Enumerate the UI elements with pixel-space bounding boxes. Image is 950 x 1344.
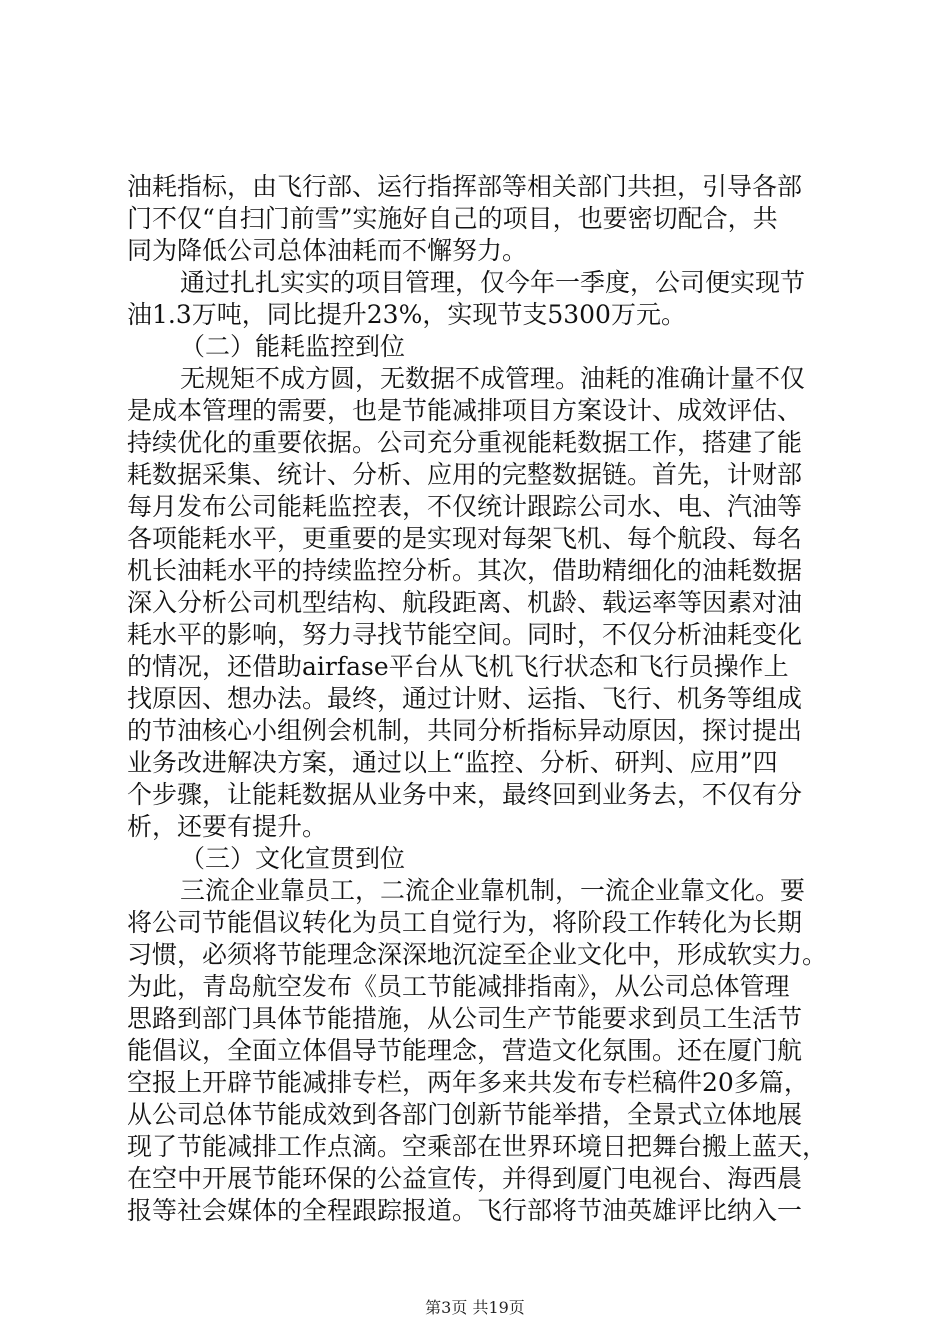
body-line: 耗数据采集、统计、分析、应用的完整数据链。首先，计财部 — [127, 460, 803, 489]
body-line: 油1.3万吨，同比提升23%，实现节支5300万元。 — [127, 300, 686, 329]
body-line: 找原因、想办法。最终，通过计财、运指、飞行、机务等组成 — [127, 684, 803, 713]
paragraph-first-line: 通过扎扎实实的项目管理，仅今年一季度，公司便实现节 — [180, 268, 806, 297]
body-line: 门不仅“自扫门前雪”实施好自己的项目，也要密切配合，共 — [127, 204, 778, 233]
body-line: 是成本管理的需要，也是节能减排项目方案设计、成效评估、 — [127, 396, 803, 425]
body-line: 现了节能减排工作点滴。空乘部在世界环境日把舞台搬上蓝天， — [127, 1132, 828, 1161]
body-line: 个步骤，让能耗数据从业务中来，最终回到业务去，不仅有分 — [127, 780, 803, 809]
page-footer — [0, 1298, 950, 1318]
body-line: 业务改进解决方案，通过以上“监控、分析、研判、应用”四 — [127, 748, 778, 777]
body-line: 能倡议，全面立体倡导节能理念，营造文化氛围。还在厦门航 — [127, 1036, 803, 1065]
body-line: 耗水平的影响，努力寻找节能空间。同时，不仅分析油耗变化 — [127, 620, 803, 649]
body-line: 在空中开展节能环保的公益宣传，并得到厦门电视台、海西晨 — [127, 1164, 803, 1193]
body-line: 的节油核心小组例会机制，共同分析指标异动原因，探讨提出 — [127, 716, 803, 745]
body-line: 油耗指标，由飞行部、运行指挥部等相关部门共担，引导各部 — [127, 172, 803, 201]
body-line: 报等社会媒体的全程跟踪报道。飞行部将节油英雄评比纳入一 — [127, 1196, 803, 1225]
body-line: 空报上开辟节能减排专栏，两年多来共发布专栏稿件20多篇， — [127, 1068, 809, 1097]
body-line: 的情况，还借助airfase平台从飞机飞行状态和飞行员操作上 — [127, 652, 789, 681]
body-line: 持续优化的重要依据。公司充分重视能耗数据工作，搭建了能 — [127, 428, 803, 457]
body-line: 将公司节能倡议转化为员工自觉行为，将阶段工作转化为长期 — [127, 908, 803, 937]
body-line: 深入分析公司机型结构、航段距离、机龄、载运率等因素对油 — [127, 588, 803, 617]
section-heading: （三）文化宣贯到位 — [180, 844, 406, 873]
body-line: 从公司总体节能成效到各部门创新节能举措，全景式立体地展 — [127, 1100, 803, 1129]
body-line: 同为降低公司总体油耗而不懈努力。 — [127, 236, 528, 265]
section-heading: （二）能耗监控到位 — [180, 332, 406, 361]
paragraph-first-line: 三流企业靠员工，二流企业靠机制，一流企业靠文化。要 — [180, 876, 806, 905]
document-body — [127, 171, 833, 1227]
paragraph-first-line: 无规矩不成方圆，无数据不成管理。油耗的准确计量不仅 — [180, 364, 806, 393]
page-number-label: 第3页 共19页 — [425, 1298, 525, 1317]
body-line: 为此，青岛航空发布《员工节能减排指南》，从公司总体管理 — [127, 972, 790, 1001]
body-line: 机长油耗水平的持续监控分析。其次，借助精细化的油耗数据 — [127, 556, 803, 585]
body-line: 每月发布公司能耗监控表，不仅统计跟踪公司水、电、汽油等 — [127, 492, 803, 521]
body-line: 思路到部门具体节能措施，从公司生产节能要求到员工生活节 — [127, 1004, 803, 1033]
body-line: 各项能耗水平，更重要的是实现对每架飞机、每个航段、每名 — [127, 524, 803, 553]
body-line: 析，还要有提升。 — [127, 812, 328, 841]
body-line: 习惯，必须将节能理念深深地沉淀至企业文化中，形成软实力。 — [127, 940, 828, 969]
